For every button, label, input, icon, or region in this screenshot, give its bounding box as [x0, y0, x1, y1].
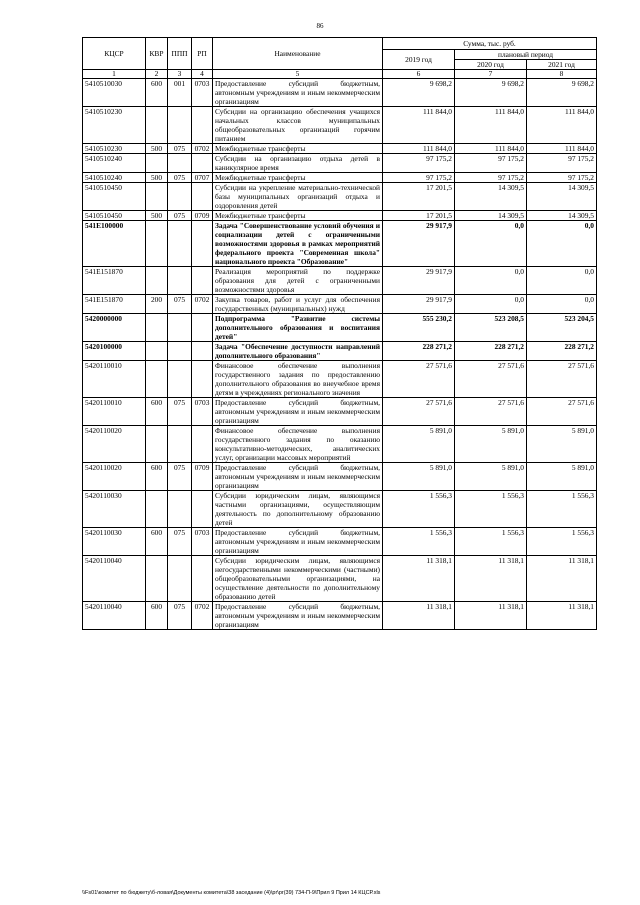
kvr-cell [146, 426, 168, 463]
rp-cell [192, 491, 213, 528]
amount-2020-cell: 14 309,5 [455, 183, 527, 211]
kcsr-cell: 541E151870 [83, 267, 146, 295]
kvr-cell [146, 107, 168, 144]
kcsr-cell: 541E151870 [83, 295, 146, 314]
kcsr-cell: 5420110030 [83, 491, 146, 528]
amount-2019-cell: 11 318,1 [383, 602, 455, 630]
ppp-cell: 075 [168, 398, 192, 426]
name-cell: Финансовое обеспечение выполнения государственного задания по оказанию консультативно-методических, аналитических услуг, организации массовых мероприятий [213, 426, 383, 463]
rp-cell: 0702 [192, 295, 213, 314]
rp-cell [192, 342, 213, 361]
column-number: 5 [213, 70, 383, 79]
amount-2020-cell: 0,0 [455, 221, 527, 267]
kvr-cell [146, 556, 168, 602]
table-row [83, 154, 597, 173]
kcsr-cell: 5410510240 [83, 173, 146, 183]
table-row [83, 342, 597, 361]
name-cell: Закупка товаров, работ и услуг для обеспечения государственных (муниципальных) нужд [213, 295, 383, 314]
ppp-cell [168, 267, 192, 295]
name-cell: Предоставление субсидий бюджетным, автономным учреждениям и иным некоммерческим организациям [213, 398, 383, 426]
amount-2019-cell: 29 917,9 [383, 267, 455, 295]
name-cell: Задача "Обеспечение доступности направлений дополнительного образования" [213, 342, 383, 361]
amount-2020-cell: 228 271,2 [455, 342, 527, 361]
amount-2019-cell: 111 844,0 [383, 107, 455, 144]
name-cell: Субсидии юридическим лицам, являющимся негосударственными некоммерческими (частными) общеобразовательными организациями, на осуществление деятельности по дополнительному образованию детей [213, 556, 383, 602]
amount-2020-cell: 523 208,5 [455, 314, 527, 342]
column-numbers-row [83, 70, 597, 79]
name-cell: Финансовое обеспечение выполнения государственного задания по предоставлению дополнительного образования во внеучебное время детям в учреждениях регионального значения [213, 361, 383, 398]
header-planning-period: плановый период [455, 50, 597, 60]
ppp-cell: 075 [168, 295, 192, 314]
table-row [83, 183, 597, 211]
kvr-cell: 600 [146, 528, 168, 556]
rp-cell [192, 221, 213, 267]
column-number: 3 [168, 70, 192, 79]
rp-cell [192, 183, 213, 211]
amount-2019-cell: 97 175,2 [383, 154, 455, 173]
header-sum: Сумма, тыс. руб. [383, 38, 597, 50]
rp-cell [192, 426, 213, 463]
kvr-cell [146, 491, 168, 528]
amount-2021-cell: 11 318,1 [527, 602, 597, 630]
rp-cell [192, 314, 213, 342]
table-row [83, 79, 597, 107]
name-cell: Предоставление субсидий бюджетным, автономным учреждениям и иным некоммерческим организациям [213, 602, 383, 630]
table-row [83, 295, 597, 314]
name-cell: Субсидии на укрепление материально-технической базы муниципальных организаций отдыха и оздоровления детей [213, 183, 383, 211]
header-2019: 2019 год [383, 50, 455, 70]
amount-2020-cell: 5 891,0 [455, 426, 527, 463]
amount-2021-cell: 0,0 [527, 295, 597, 314]
amount-2021-cell: 523 204,5 [527, 314, 597, 342]
name-cell: Задача "Совершенствование условий обучения и социализации детей с ограниченными возможностями здоровья в рамках мероприятий федерального проекта "Современная школа" национального проекта "Образование" [213, 221, 383, 267]
kcsr-cell: 5420110010 [83, 361, 146, 398]
table-row [83, 211, 597, 221]
rp-cell: 0702 [192, 602, 213, 630]
amount-2021-cell: 9 698,2 [527, 79, 597, 107]
ppp-cell [168, 221, 192, 267]
column-number: 8 [527, 70, 597, 79]
table-row [83, 398, 597, 426]
amount-2020-cell: 9 698,2 [455, 79, 527, 107]
table-row [83, 173, 597, 183]
amount-2019-cell: 17 201,5 [383, 211, 455, 221]
table-row [83, 144, 597, 154]
name-cell: Межбюджетные трансферты [213, 211, 383, 221]
kvr-cell [146, 361, 168, 398]
table-row [83, 491, 597, 528]
ppp-cell [168, 361, 192, 398]
budget-table [82, 37, 597, 630]
amount-2019-cell: 555 230,2 [383, 314, 455, 342]
amount-2021-cell: 14 309,5 [527, 183, 597, 211]
amount-2019-cell: 9 698,2 [383, 79, 455, 107]
column-number: 6 [383, 70, 455, 79]
kcsr-cell: 5420110040 [83, 556, 146, 602]
amount-2020-cell: 1 556,3 [455, 491, 527, 528]
ppp-cell [168, 107, 192, 144]
ppp-cell: 075 [168, 173, 192, 183]
header-2020: 2020 год [455, 60, 527, 70]
rp-cell: 0709 [192, 211, 213, 221]
amount-2021-cell: 27 571,6 [527, 398, 597, 426]
kcsr-cell: 5410510230 [83, 107, 146, 144]
kcsr-cell: 541E100000 [83, 221, 146, 267]
kvr-cell: 500 [146, 211, 168, 221]
kvr-cell: 500 [146, 144, 168, 154]
amount-2019-cell: 5 891,0 [383, 426, 455, 463]
rp-cell [192, 267, 213, 295]
rp-cell: 0703 [192, 79, 213, 107]
rp-cell: 0702 [192, 144, 213, 154]
amount-2020-cell: 14 309,5 [455, 211, 527, 221]
kcsr-cell: 5410510240 [83, 154, 146, 173]
column-number: 7 [455, 70, 527, 79]
amount-2021-cell: 11 318,1 [527, 556, 597, 602]
amount-2021-cell: 228 271,2 [527, 342, 597, 361]
amount-2020-cell: 97 175,2 [455, 154, 527, 173]
table-header [83, 38, 597, 79]
kvr-cell: 600 [146, 79, 168, 107]
rp-cell [192, 107, 213, 144]
name-cell: Предоставление субсидий бюджетным, автономным учреждениям и иным некоммерческим организациям [213, 79, 383, 107]
amount-2021-cell: 97 175,2 [527, 173, 597, 183]
rp-cell: 0709 [192, 463, 213, 491]
ppp-cell: 001 [168, 79, 192, 107]
table-row [83, 426, 597, 463]
amount-2019-cell: 27 571,6 [383, 361, 455, 398]
file-path-footer: \\Fs01\комитет по бюджету\б-ловая\Документы комитета\38 заседание (4)\pr\pr(39) 734-П-9\Прил 9 Прил 14 КЦСР.xls [82, 890, 381, 896]
amount-2019-cell: 27 571,6 [383, 398, 455, 426]
header-name: Наименование [213, 38, 383, 70]
amount-2020-cell: 111 844,0 [455, 144, 527, 154]
amount-2021-cell: 14 309,5 [527, 211, 597, 221]
kvr-cell [146, 221, 168, 267]
ppp-cell [168, 154, 192, 173]
amount-2021-cell: 0,0 [527, 221, 597, 267]
kvr-cell [146, 342, 168, 361]
ppp-cell [168, 556, 192, 602]
rp-cell: 0707 [192, 173, 213, 183]
amount-2020-cell: 97 175,2 [455, 173, 527, 183]
kvr-cell: 500 [146, 173, 168, 183]
kcsr-cell: 5410510450 [83, 211, 146, 221]
amount-2019-cell: 1 556,3 [383, 528, 455, 556]
table-row [83, 463, 597, 491]
kvr-cell [146, 267, 168, 295]
kcsr-cell: 5420100000 [83, 342, 146, 361]
table-row [83, 107, 597, 144]
ppp-cell [168, 342, 192, 361]
header-ppp: ППП [168, 38, 192, 70]
name-cell: Предоставление субсидий бюджетным, автономным учреждениям и иным некоммерческим организациям [213, 463, 383, 491]
amount-2020-cell: 0,0 [455, 295, 527, 314]
amount-2021-cell: 1 556,3 [527, 528, 597, 556]
ppp-cell [168, 491, 192, 528]
ppp-cell [168, 314, 192, 342]
amount-2021-cell: 97 175,2 [527, 154, 597, 173]
amount-2021-cell: 0,0 [527, 267, 597, 295]
ppp-cell: 075 [168, 528, 192, 556]
kcsr-cell: 5420110040 [83, 602, 146, 630]
amount-2021-cell: 111 844,0 [527, 107, 597, 144]
page-number: 86 [316, 22, 324, 30]
rp-cell [192, 361, 213, 398]
amount-2019-cell: 97 175,2 [383, 173, 455, 183]
amount-2020-cell: 11 318,1 [455, 556, 527, 602]
kvr-cell: 600 [146, 602, 168, 630]
kcsr-cell: 5410510230 [83, 144, 146, 154]
ppp-cell: 075 [168, 211, 192, 221]
amount-2020-cell: 1 556,3 [455, 528, 527, 556]
ppp-cell: 075 [168, 602, 192, 630]
amount-2019-cell: 5 891,0 [383, 463, 455, 491]
rp-cell: 0703 [192, 528, 213, 556]
kcsr-cell: 5420110020 [83, 426, 146, 463]
rp-cell: 0703 [192, 398, 213, 426]
amount-2019-cell: 228 271,2 [383, 342, 455, 361]
rp-cell [192, 556, 213, 602]
header-2021: 2021 год [527, 60, 597, 70]
amount-2019-cell: 17 201,5 [383, 183, 455, 211]
ppp-cell: 075 [168, 144, 192, 154]
name-cell: Межбюджетные трансферты [213, 173, 383, 183]
column-number: 1 [83, 70, 146, 79]
kcsr-cell: 5420110010 [83, 398, 146, 426]
column-number: 2 [146, 70, 168, 79]
kcsr-cell: 5420110030 [83, 528, 146, 556]
amount-2021-cell: 111 844,0 [527, 144, 597, 154]
amount-2019-cell: 111 844,0 [383, 144, 455, 154]
name-cell: Реализация мероприятий по поддержке образования для детей с ограниченными возможностями здоровья [213, 267, 383, 295]
kcsr-cell: 5410510450 [83, 183, 146, 211]
name-cell: Субсидии на организацию обеспечения учащихся начальных классов муниципальных общеобразовательных организаций горячим питанием [213, 107, 383, 144]
ppp-cell [168, 183, 192, 211]
amount-2020-cell: 27 571,6 [455, 361, 527, 398]
ppp-cell [168, 426, 192, 463]
amount-2020-cell: 5 891,0 [455, 463, 527, 491]
amount-2021-cell: 27 571,6 [527, 361, 597, 398]
ppp-cell: 075 [168, 463, 192, 491]
amount-2021-cell: 5 891,0 [527, 426, 597, 463]
kvr-cell [146, 314, 168, 342]
table-row [83, 602, 597, 630]
amount-2020-cell: 27 571,6 [455, 398, 527, 426]
header-kcsr: КЦСР [83, 38, 146, 70]
table-row [83, 314, 597, 342]
header-rp: РП [192, 38, 213, 70]
name-cell: Субсидии юридическим лицам, являющимся частными организациями, осуществляющим деятельность по дополнительному образованию детей [213, 491, 383, 528]
name-cell: Межбюджетные трансферты [213, 144, 383, 154]
amount-2021-cell: 1 556,3 [527, 491, 597, 528]
table-row [83, 556, 597, 602]
kvr-cell [146, 183, 168, 211]
column-number: 4 [192, 70, 213, 79]
kvr-cell: 600 [146, 398, 168, 426]
kvr-cell: 200 [146, 295, 168, 314]
kcsr-cell: 5410510030 [83, 79, 146, 107]
table-row [83, 221, 597, 267]
table-body [83, 79, 597, 630]
rp-cell [192, 154, 213, 173]
amount-2019-cell: 29 917,9 [383, 295, 455, 314]
amount-2020-cell: 0,0 [455, 267, 527, 295]
amount-2019-cell: 11 318,1 [383, 556, 455, 602]
header-kvr: КВР [146, 38, 168, 70]
table-row [83, 528, 597, 556]
table-row [83, 267, 597, 295]
kcsr-cell: 5420000000 [83, 314, 146, 342]
name-cell: Субсидии на организацию отдыха детей в каникулярное время [213, 154, 383, 173]
amount-2020-cell: 111 844,0 [455, 107, 527, 144]
kcsr-cell: 5420110020 [83, 463, 146, 491]
table-row [83, 361, 597, 398]
amount-2019-cell: 29 917,9 [383, 221, 455, 267]
kvr-cell [146, 154, 168, 173]
amount-2021-cell: 5 891,0 [527, 463, 597, 491]
amount-2019-cell: 1 556,3 [383, 491, 455, 528]
amount-2020-cell: 11 318,1 [455, 602, 527, 630]
name-cell: Предоставление субсидий бюджетным, автономным учреждениям и иным некоммерческим организациям [213, 528, 383, 556]
kvr-cell: 600 [146, 463, 168, 491]
name-cell: Подпрограмма "Развитие системы дополнительного образования и воспитания детей" [213, 314, 383, 342]
